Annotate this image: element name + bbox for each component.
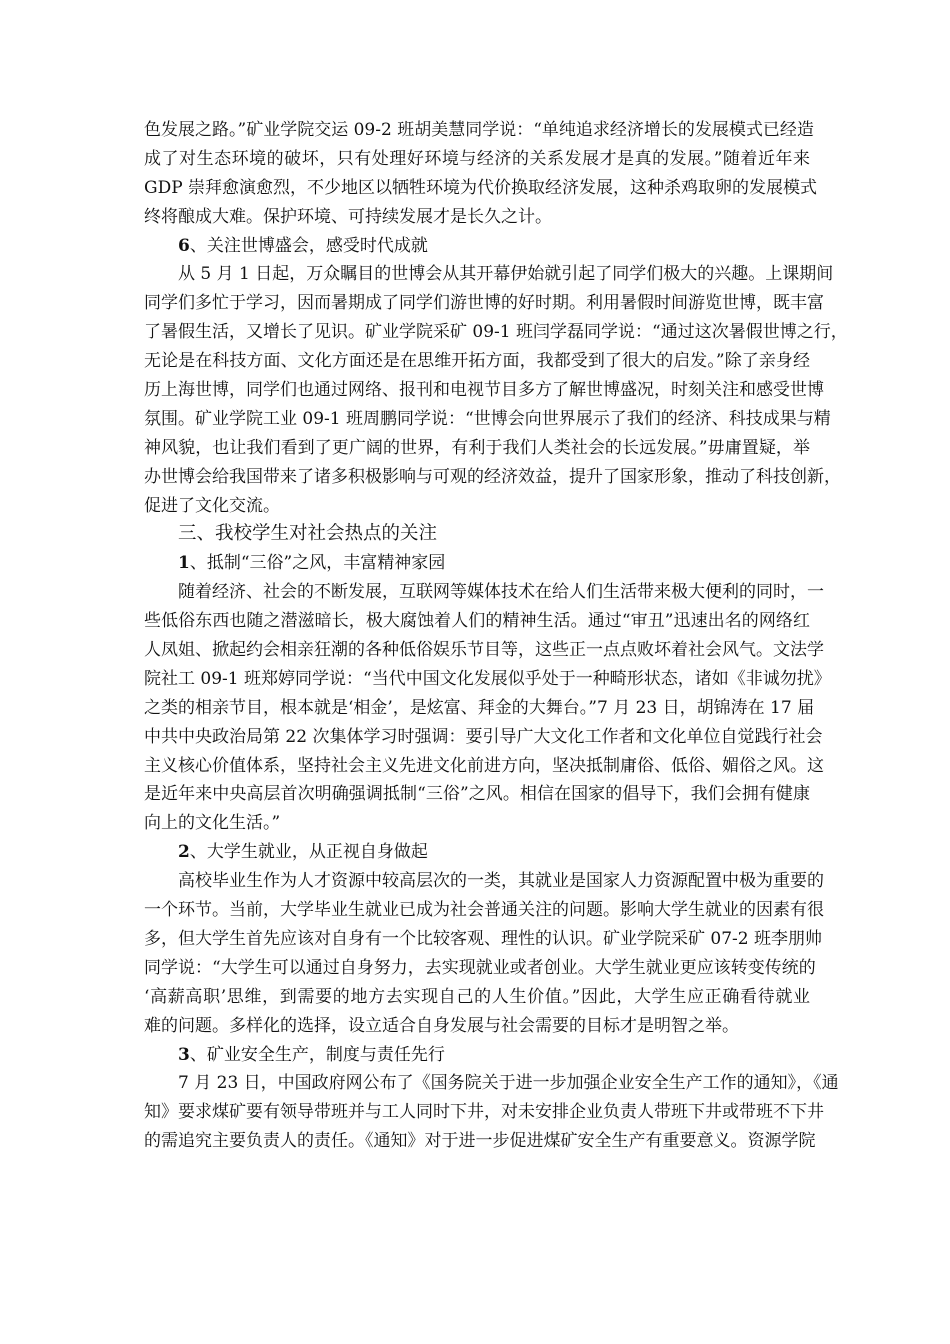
text-line: 7 月 23 日，中国政府网公布了《国务院关于进一步加强企业安全生产工作的通知》，《通 <box>178 1073 839 1094</box>
subheading-number: 6 <box>178 235 190 256</box>
text-line: 向上的文化生活。” <box>144 813 281 834</box>
subheading-employment <box>144 838 810 867</box>
text-line: 是近年来中央高层首次明确强调抵制“三俗”之风。相信在国家的倡导下，我们会拥有健康 <box>144 784 810 805</box>
text-line: 了暑假生活，又增长了见识。矿业学院采矿 09-1 班闫学磊同学说：“通过这次暑假世博之行， <box>144 322 848 343</box>
text-line: 之类的相亲节目，根本就是‘相金’，是炫富、拜金的大舞台。”7 月 23 日，胡锦涛在 17 届 <box>144 697 815 718</box>
text-line: ‘高薪高职’思维，到需要的地方去实现自己的人生价值。”因此，大学生应正确看待就业 <box>144 986 810 1007</box>
text-line: 的需追究主要负责人的责任。《通知》对于进一步促进煤矿安全生产有重要意义。资源学院 <box>144 1131 816 1152</box>
text-line: 多，但大学生首先应该对自身有一个比较客观、理性的认识。矿业学院采矿 07-2 班李朋帅 <box>144 928 822 949</box>
text-line: GDP 崇拜愈演愈烈，不少地区以牺牲环境为代价换取经济发展，这种杀鸡取卵的发展模式 <box>144 177 818 198</box>
text-line: 些低俗东西也随之潜滋暗长，极大腐蚀着人们的精神生活。通过“审丑”迅速出名的网络红 <box>144 611 810 632</box>
text-line: 终将酿成大难。保护环境、可持续发展才是长久之计。 <box>144 206 552 227</box>
section-heading: 三、我校学生对社会热点的关注 <box>178 523 438 545</box>
text-line: 成了对生态环境的破坏，只有处理好环境与经济的关系发展才是真的发展。”随着近年来 <box>144 148 810 169</box>
paragraph-mine-safety <box>144 1069 839 1156</box>
subheading-expo <box>144 232 810 261</box>
subheading-text: 、矿业安全生产，制度与责任先行 <box>189 1044 445 1065</box>
text-line: 神风貌，也让我们看到了更广阔的世界，有利于我们人类社会的长远发展。”毋庸置疑，举 <box>144 437 810 458</box>
subheading-text: 、大学生就业，从正视自身做起 <box>189 842 428 863</box>
text-line: 氛围。矿业学院工业 09-1 班周鹏同学说：“世博会向世界展示了我们的经济、科技成果与精 <box>144 408 831 429</box>
text-line: 同学们多忙于学习，因而暑期成了同学们游世博的好时期。利用暑假时间游览世博，既丰富 <box>144 293 824 314</box>
subheading-text: 、关注世博盛会，感受时代成就 <box>189 235 428 256</box>
text-line: 色发展之路。”矿业学院交运 09-2 班胡美慧同学说：“单纯追求经济增长的发展模式已经造 <box>144 120 814 140</box>
subheading-mine-safety <box>144 1041 810 1070</box>
paragraph-expo <box>144 260 848 520</box>
text-line: 无论是在科技方面、文化方面还是在思维开拓方面，我都受到了很大的启发。”除了亲身经 <box>144 351 810 372</box>
text-line: 促进了文化交流。 <box>144 495 280 516</box>
text-line: 办世博会给我国带来了诸多积极影响与可观的经济效益，提升了国家形象，推动了科技创新， <box>144 466 841 487</box>
document-body <box>144 116 848 1156</box>
paragraph-sansu <box>144 578 831 838</box>
subheading-number: 1 <box>178 553 190 574</box>
text-line: 历上海世博，同学们也通过网络、报刊和电视节目多方了解世博盛况，时刻关注和感受世博 <box>144 380 824 401</box>
text-line: 院社工 09-1 班郑婷同学说：“当代中国文化发展似乎处于一种畸形状态，诸如《非诚勿扰》 <box>144 668 831 689</box>
paragraph-environment <box>144 116 818 232</box>
text-line: 难的问题。多样化的选择，设立适合自身发展与社会需要的目标才是明智之举。 <box>144 1015 739 1036</box>
text-line: 知》要求煤矿要有领导带班并与工人同时下井，对未安排企业负责人带班下井或带班不下井 <box>144 1102 824 1123</box>
text-line: 同学说：“大学生可以通过自身努力，去实现就业或者创业。大学生就业更应该转变传统的 <box>144 957 816 978</box>
text-line: 随着经济、社会的不断发展，互联网等媒体技术在给人们生活带来极大便利的同时，一 <box>178 582 824 603</box>
text-line: 中共中央政治局第 22 次集体学习时强调：要引导广大文化工作者和文化单位自觉践行社会 <box>144 726 823 747</box>
subheading-sansu <box>144 549 810 578</box>
subheading-text: 、抵制“三俗”之风，丰富精神家园 <box>189 553 446 574</box>
text-line: 主义核心价值体系，坚持社会主义先进文化前进方向，坚决抵制庸俗、低俗、媚俗之风。这 <box>144 755 824 776</box>
subheading-number: 3 <box>178 1044 190 1065</box>
text-line: 人凤姐、掀起约会相亲狂潮的各种低俗娱乐节目等，这些正一点点败坏着社会风气。文法学 <box>144 640 824 661</box>
subheading-number: 2 <box>178 842 190 863</box>
paragraph-employment <box>144 867 824 1040</box>
text-line: 从 5 月 1 日起，万众瞩目的世博会从其开幕伊始就引起了同学们极大的兴趣。上课期间 <box>178 264 834 285</box>
text-line: 高校毕业生作为人才资源中较高层次的一类，其就业是国家人力资源配置中极为重要的 <box>178 871 824 892</box>
text-line: 一个环节。当前，大学毕业生就业已成为社会普通关注的问题。影响大学生就业的因素有很 <box>144 900 824 921</box>
